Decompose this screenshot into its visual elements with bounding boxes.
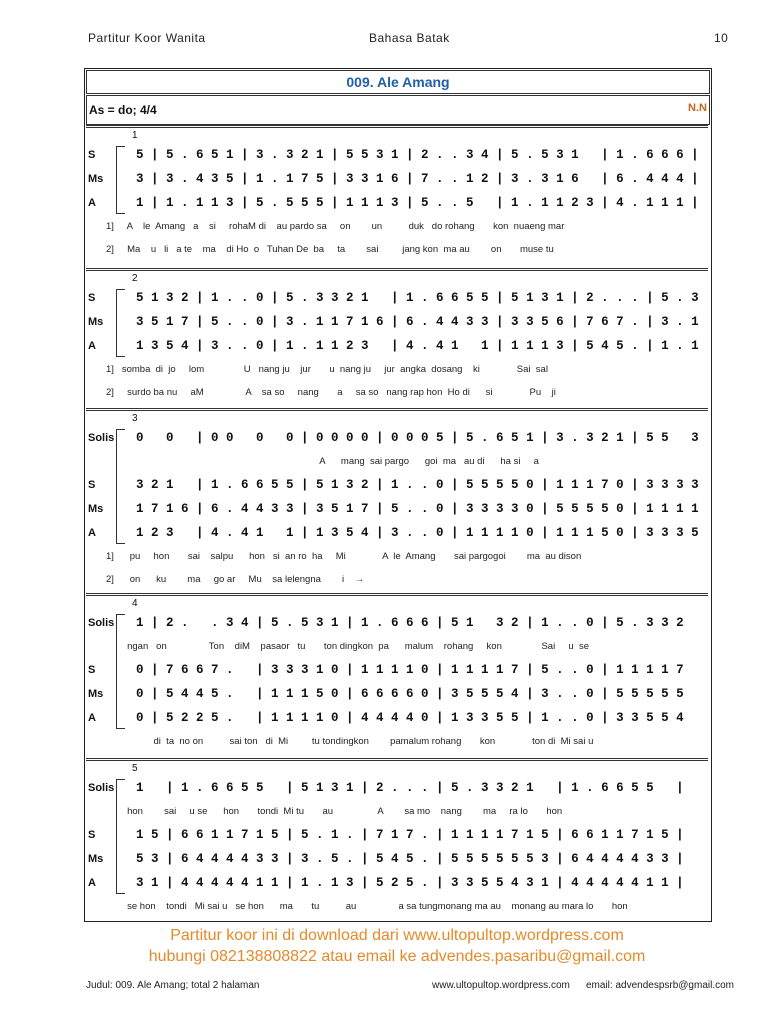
lyric-line: se hon tondi Mi sai u se hon ma tu au a sa tungmonang ma au monang au mara lo hon <box>106 901 628 912</box>
voice-label: S <box>88 149 96 161</box>
score-system <box>86 268 708 409</box>
staff-bracket <box>116 429 125 544</box>
notation-line: 1 2 3 | 4 . 4 1 1 | 1 3 5 4 | 3 . . 0 | 1 1 1 1 0 | 1 1 1 5 0 | 3 3 3 5 <box>136 526 699 540</box>
lyric-line: hon sai u se hon tondi Mi tu au A sa mo nang ma ra lo hon <box>106 806 563 817</box>
notation-line: 1 3 5 4 | 3 . . 0 | 1 . 1 1 2 3 | 4 . 4 1 1 | 1 1 1 3 | 5 4 5 . | 1 . 1 <box>136 339 699 353</box>
staff-bracket <box>116 779 125 894</box>
notation-line: 5 1 3 2 | 1 . . 0 | 5 . 3 3 2 1 | 1 . 6 6 5 5 | 5 1 3 1 | 2 . . . | 5 . 3 <box>136 291 699 305</box>
voice-label: S <box>88 829 96 841</box>
lyric-line: A mang sai pargo goi ma au di ha si a <box>106 456 539 467</box>
key-signature-bar <box>86 95 710 125</box>
notation-line: 5 3 | 6 4 4 4 4 3 3 | 3 . 5 . | 5 4 5 . | 5 5 5 5 5 5 3 | 6 4 4 4 4 3 3 | <box>136 852 684 866</box>
score-system <box>86 758 708 921</box>
voice-label: Solis <box>88 432 115 444</box>
notation-line: 1 | 2 . . 3 4 | 5 . 5 3 1 | 1 . 6 6 6 | 5 1 3 2 | 1 . . 0 | 5 . 3 3 2 <box>136 616 684 630</box>
header-title: Partitur Koor Wanita <box>88 31 206 45</box>
page-number: 10 <box>714 31 729 45</box>
voice-label: A <box>88 877 96 889</box>
voice-label: Ms <box>88 503 104 515</box>
score-system <box>86 125 708 271</box>
footer-title: Judul: 009. Ale Amang; total 2 halaman <box>86 980 260 991</box>
watermark-line: hubungi 082138808822 atau email ke advendes.pasaribu@gmail.com <box>148 948 646 965</box>
notation-line: 0 | 7 6 6 7 . | 3 3 3 1 0 | 1 1 1 1 0 | 1 1 1 1 7 | 5 . . 0 | 1 1 1 1 7 <box>136 663 684 677</box>
system-number: 2 <box>132 273 138 284</box>
score-system <box>86 593 708 759</box>
song-title-bar <box>86 70 710 94</box>
voice-label: Ms <box>88 173 104 185</box>
lyric-line: 2] on ku ma go ar Mu sa lelengna i → <box>106 574 365 585</box>
voice-label: Solis <box>88 617 115 629</box>
watermark <box>86 925 708 967</box>
system-number: 4 <box>132 598 138 609</box>
notation-line: 3 1 | 4 4 4 4 4 1 1 | 1 . 1 3 | 5 2 5 . | 3 3 5 5 4 3 1 | 4 4 4 4 4 1 1 | <box>136 876 684 890</box>
notation-line: 1 7 1 6 | 6 . 4 4 3 3 | 3 5 1 7 | 5 . . 0 | 3 3 3 3 0 | 5 5 5 5 0 | 1 1 1 1 <box>136 502 699 516</box>
notation-line: 1 | 1 . 1 1 3 | 5 . 5 5 5 | 1 1 1 3 | 5 . . 5 | 1 . 1 1 2 3 | 4 . 1 1 1 | <box>136 196 699 210</box>
key-signature: As = do; 4/4 <box>89 103 157 117</box>
notation-line: 0 | 5 2 2 5 . | 1 1 1 1 0 | 4 4 4 4 0 | 1 3 3 5 5 | 1 . . 0 | 3 3 5 5 4 <box>136 711 684 725</box>
voice-label: S <box>88 664 96 676</box>
voice-label: A <box>88 340 96 352</box>
voice-label: Ms <box>88 688 104 700</box>
lyric-line: 2] surdo ba nu aM A sa so nang a sa so nang rap hon Ho di si Pu ji <box>106 387 556 398</box>
voice-label: A <box>88 712 96 724</box>
voice-label: S <box>88 479 96 491</box>
footer-website[interactable]: www.ultopultop.wordpress.com <box>432 980 570 991</box>
lyric-line: 1] pu hon sai salpu hon si an ro ha Mi A le Amang sai pargogoi ma au dison <box>106 551 582 562</box>
song-title: 009. Ale Amang <box>346 74 450 90</box>
voice-label: Ms <box>88 853 104 865</box>
footer-email[interactable]: email: advendespsrb@gmail.com <box>586 980 734 991</box>
voice-label: A <box>88 527 96 539</box>
staff-bracket <box>116 289 125 357</box>
staff-bracket <box>116 146 125 214</box>
lyric-line: ngan on Ton diM pasaor tu ton dingkon pa malum rohang kon Sai u se <box>106 641 589 652</box>
notation-line: 3 2 1 | 1 . 6 6 5 5 | 5 1 3 2 | 1 . . 0 | 5 5 5 5 0 | 1 1 1 7 0 | 3 3 3 3 <box>136 478 699 492</box>
watermark-line: Partitur koor ini di download dari www.ultopultop.wordpress.com <box>170 927 624 944</box>
lyric-line: 2] Ma u li a te ma di Ho o Tuhan De ba ta sai jang kon ma au on muse tu <box>106 244 554 255</box>
notation-line: 3 5 1 7 | 5 . . 0 | 3 . 1 1 7 1 6 | 6 . 4 4 3 3 | 3 3 5 6 | 7 6 7 . | 3 . 1 <box>136 315 699 329</box>
notation-line: 3 | 3 . 4 3 5 | 1 . 1 7 5 | 3 3 1 6 | 7 . . 1 2 | 3 . 3 1 6 | 6 . 4 4 4 | <box>136 172 699 186</box>
staff-bracket <box>116 614 125 729</box>
lyric-line: di ta no on sai ton di Mi tu tondingkon pamalum rohang kon ton di Mi sai u <box>106 736 594 747</box>
notation-line: 0 | 5 4 4 5 . | 1 1 1 5 0 | 6 6 6 6 0 | 3 5 5 5 4 | 3 . . 0 | 5 5 5 5 5 <box>136 687 684 701</box>
lyric-line: 1] somba di jo lom U nang ju jur u nang ju jur angka dosang ki Sai sal <box>106 364 548 375</box>
notation-line: 0 0 | 0 0 0 0 | 0 0 0 0 | 0 0 0 5 | 5 . 6 5 1 | 3 . 3 2 1 | 5 5 3 <box>136 431 699 445</box>
system-number: 5 <box>132 763 138 774</box>
voice-label: Solis <box>88 782 115 794</box>
lyric-line: 1] A le Amang a si rohaM di au pardo sa on un duk do rohang kon nuaeng mar <box>106 221 565 232</box>
voice-label: S <box>88 292 96 304</box>
score-system <box>86 408 708 594</box>
system-number: 3 <box>132 413 138 424</box>
voice-label: Ms <box>88 316 104 328</box>
voice-label: A <box>88 197 96 209</box>
notation-line: 1 5 | 6 6 1 1 7 1 5 | 5 . 1 . | 7 1 7 . | 1 1 1 1 7 1 5 | 6 6 1 1 7 1 5 | <box>136 828 684 842</box>
notation-line: 5 | 5 . 6 5 1 | 3 . 3 2 1 | 5 5 3 1 | 2 . . 3 4 | 5 . 5 3 1 | 1 . 6 6 6 | <box>136 148 699 162</box>
composer: N.N <box>688 102 707 114</box>
header-language: Bahasa Batak <box>369 31 450 45</box>
system-number: 1 <box>132 130 138 141</box>
notation-line: 1 | 1 . 6 6 5 5 | 5 1 3 1 | 2 . . . | 5 . 3 3 2 1 | 1 . 6 6 5 5 | <box>136 781 684 795</box>
